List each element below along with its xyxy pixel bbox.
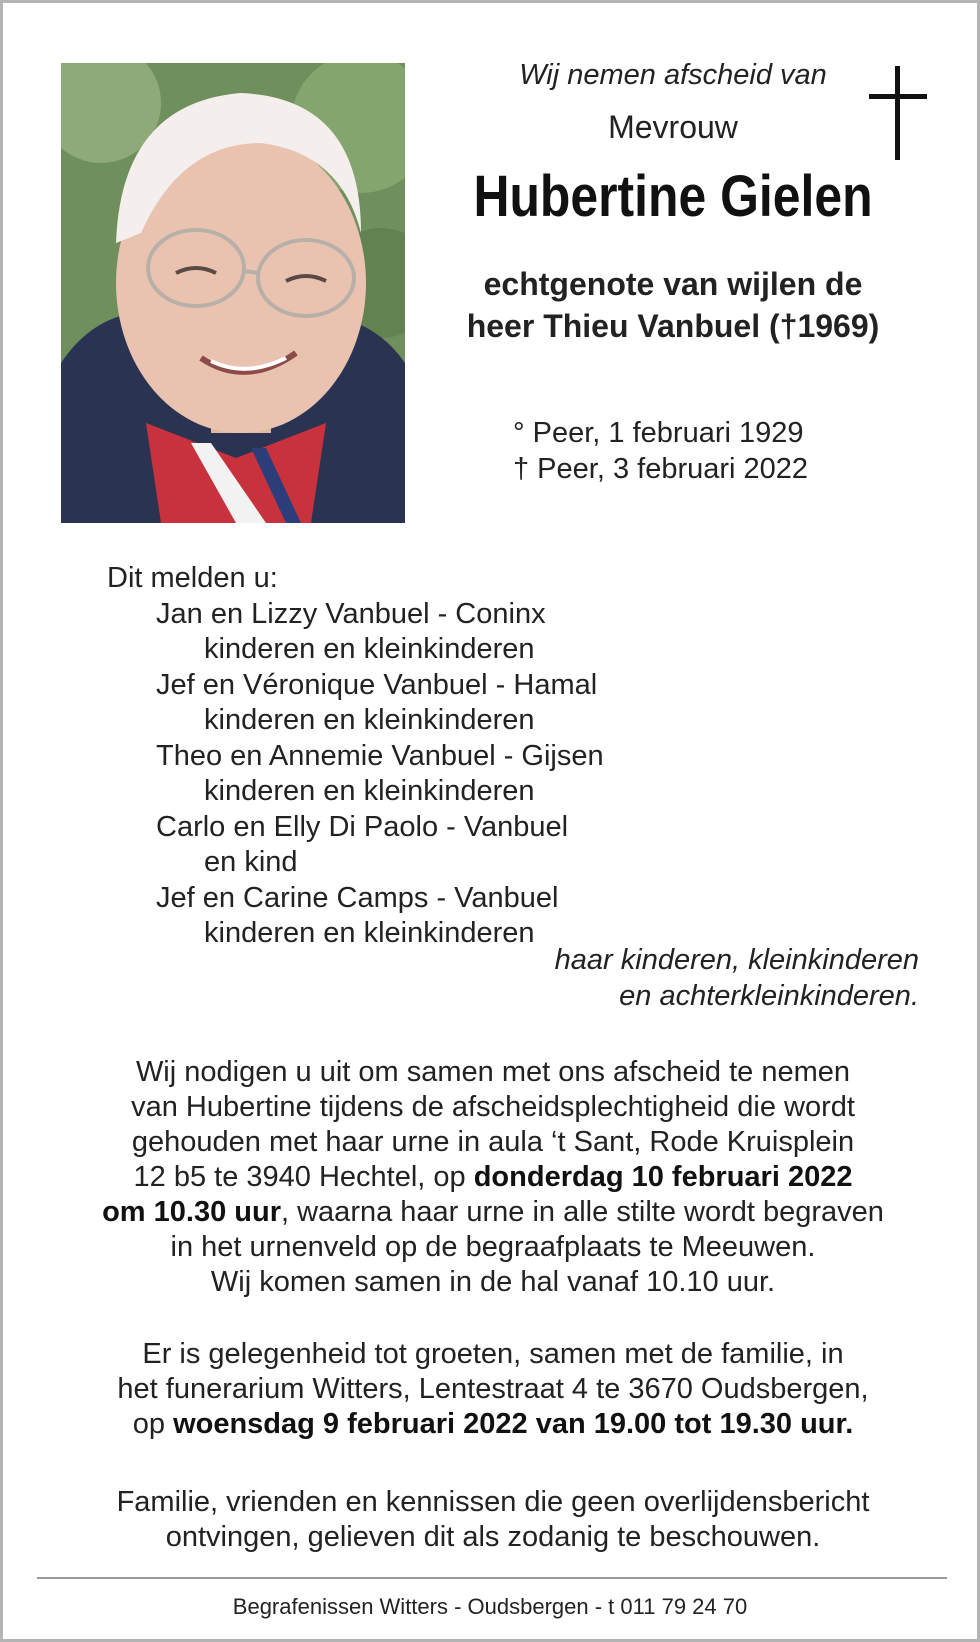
footer-divider: [37, 1577, 947, 1579]
spouse-info: [433, 263, 913, 347]
visitation-line: Er is gelegenheid tot groeten, samen met de familie, in: [142, 1338, 844, 1370]
notice-paragraph: [43, 1485, 943, 1555]
family-lead: Dit melden u:: [107, 562, 278, 594]
intro-text: Wij nemen afscheid van: [519, 59, 827, 91]
ceremony-line: Wij komen samen in de hal vanaf 10.10 uur.: [210, 1266, 776, 1298]
family-couple: Jef en Carine Camps - Vanbuel: [156, 881, 559, 914]
visitation-paragraph: [43, 1337, 943, 1442]
family-descendants: kinderen en kleinkinderen: [204, 917, 535, 949]
death-date: † Peer, 3 februari 2022: [513, 453, 809, 485]
notice-line: Familie, vrienden en kennissen die geen overlijdensbericht: [116, 1486, 870, 1518]
family-couple: Theo en Annemie Vanbuel - Gijsen: [156, 739, 604, 772]
family-descendants: kinderen en kleinkinderen: [204, 704, 535, 736]
visitation-text: op: [132, 1408, 174, 1440]
ceremony-line: [43, 1195, 943, 1230]
family-descendants: kinderen en kleinkinderen: [204, 633, 535, 665]
birth-date: ° Peer, 1 februari 1929: [513, 417, 804, 449]
ceremony-line: gehouden met haar urne in aula ‘t Sant, Rode Kruisplein: [131, 1126, 855, 1158]
signoff-line-2: en achterkleinkinderen.: [619, 979, 919, 1012]
funeral-home-footer: Begrafenissen Witters - Oudsbergen - t 011 79 24 70: [232, 1594, 748, 1619]
ceremony-time: om 10.30 uur: [102, 1196, 281, 1228]
family-descendants: kinderen en kleinkinderen: [204, 775, 535, 807]
header: [433, 51, 913, 347]
notice-line: ontvingen, gelieven dit als zodanig te beschouwen.: [165, 1521, 821, 1553]
spouse-line-2: heer Thieu Vanbuel (†1969): [466, 308, 880, 344]
family-signoff: [555, 943, 919, 1014]
ceremony-date: donderdag 10 februari 2022: [473, 1161, 853, 1193]
spouse-line-1: echtgenote van wijlen de: [483, 266, 863, 302]
ceremony-paragraph: [43, 1055, 943, 1300]
family-list: [107, 561, 604, 952]
portrait-photo: [61, 63, 405, 523]
visitation-time: woensdag 9 februari 2022 van 19.00 tot 19.30 uur.: [173, 1408, 854, 1440]
ceremony-text: , waarna haar urne in alle stilte wordt begraven: [281, 1196, 884, 1228]
family-couple: Jan en Lizzy Vanbuel - Coninx: [156, 597, 546, 630]
ceremony-line: [43, 1160, 943, 1195]
ceremony-line: in het urnenveld op de begraafplaats te Meeuwen.: [170, 1231, 816, 1263]
life-dates: [513, 415, 808, 487]
salutation: Mevrouw: [608, 109, 738, 145]
family-couple: Jef en Véronique Vanbuel - Hamal: [156, 668, 598, 701]
family-descendants: en kind: [204, 846, 298, 878]
deceased-name: Hubertine Gielen: [473, 164, 873, 229]
ceremony-line: van Hubertine tijdens de afscheidsplechtigheid die wordt: [131, 1091, 855, 1123]
signoff-line-1: haar kinderen, kleinkinderen: [554, 944, 919, 976]
visitation-line: het funerarium Witters, Lentestraat 4 te 3670 Oudsbergen,: [117, 1373, 869, 1405]
ceremony-text: 12 b5 te 3940 Hechtel, op: [133, 1161, 474, 1193]
ceremony-line: Wij nodigen u uit om samen met ons afscheid te nemen: [135, 1056, 851, 1088]
portrait-illustration: [61, 63, 405, 523]
visitation-line: [43, 1407, 943, 1442]
family-couple: Carlo en Elly Di Paolo - Vanbuel: [156, 810, 569, 843]
